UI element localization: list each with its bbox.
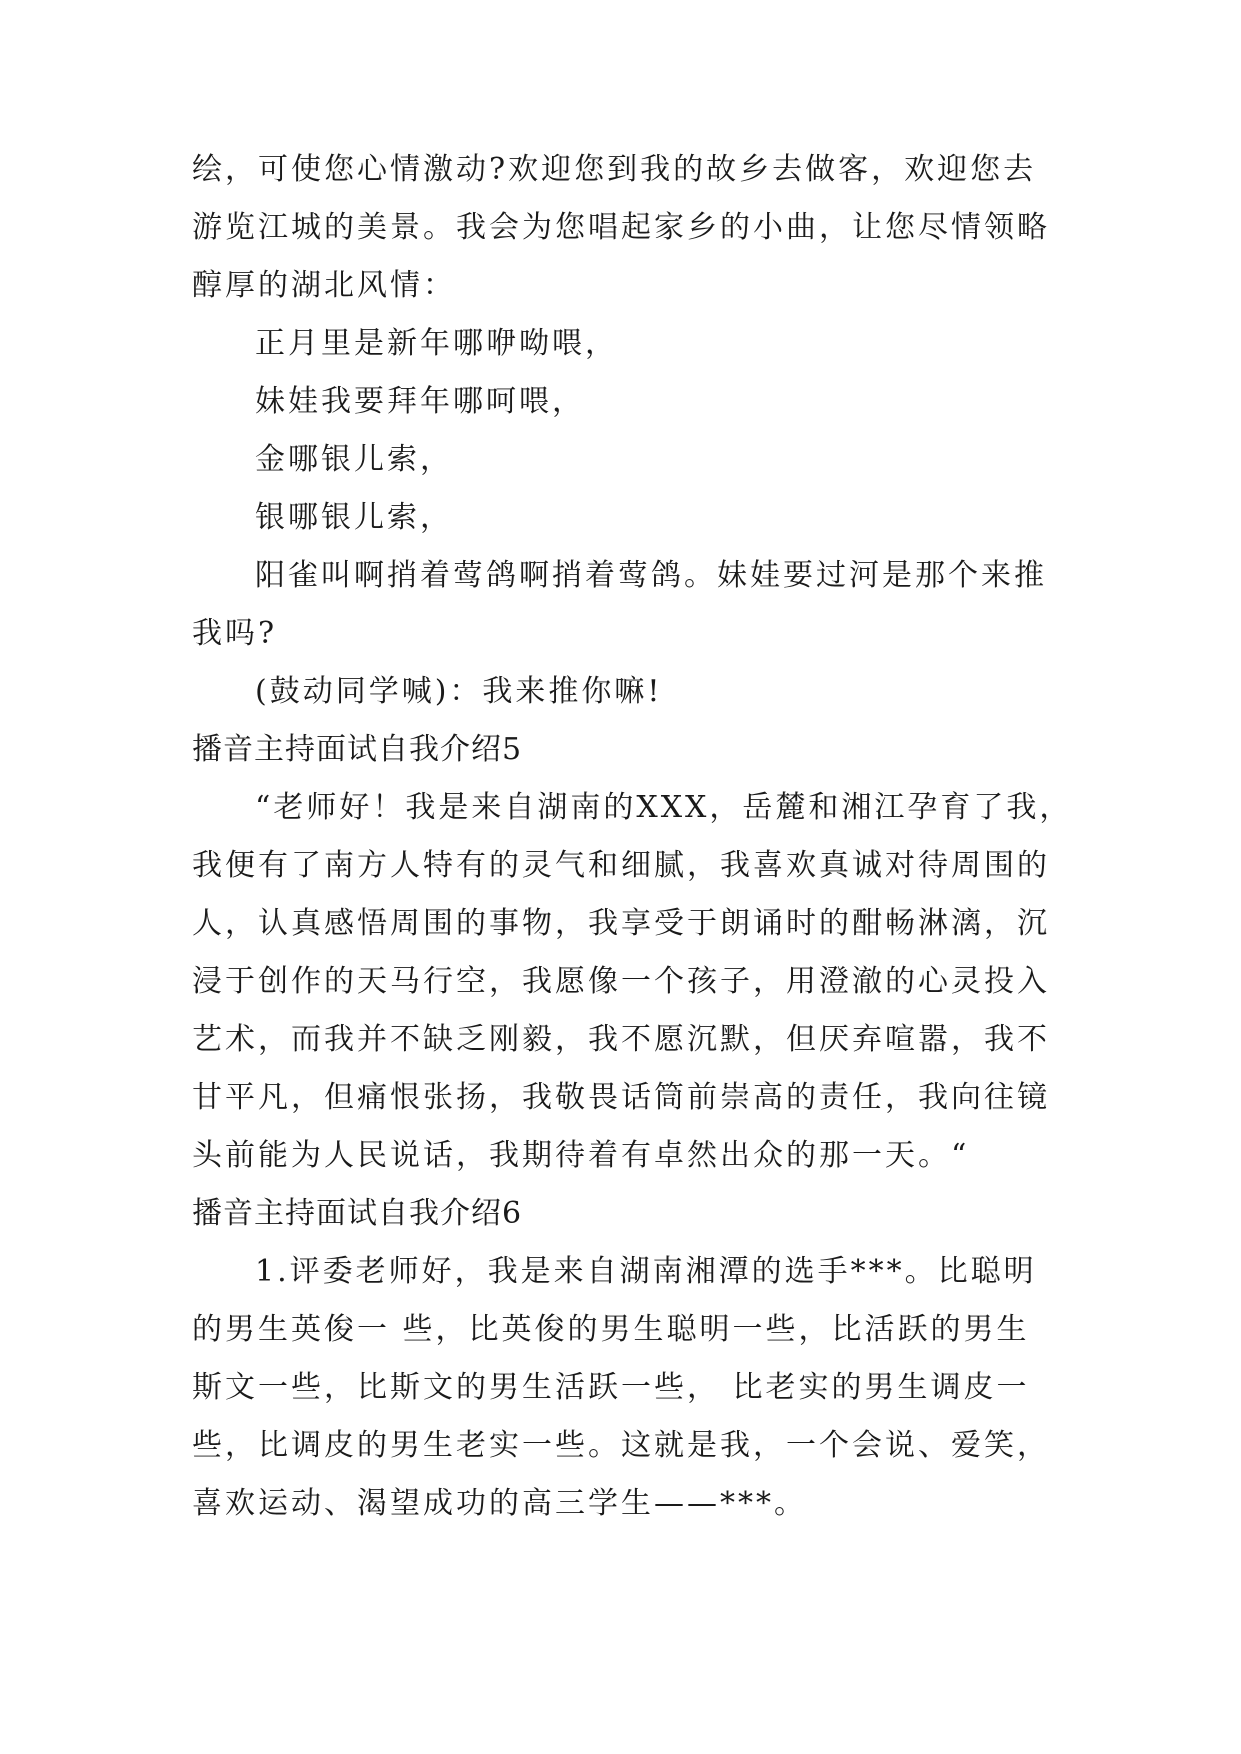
song-lyric-line: 妹娃我要拜年哪呵喂， [255,384,585,419]
paragraph-line: 艺术，而我并不缺乏刚毅，我不愿沉默，但厌弃喧嚣，我不 [192,1022,1050,1057]
paragraph-line: 1.评委老师好，我是来自湖南湘潭的选手***。比聪明 [255,1254,1037,1289]
paragraph-line: 甘平凡，但痛恨张扬，我敬畏话筒前崇高的责任，我向往镜 [192,1080,1050,1115]
song-lyric-line: 阳雀叫啊捎着莺鸽啊捎着莺鸽。妹娃要过河是那个来推 [255,558,1047,593]
paragraph-line: (鼓动同学喊)：我来推你嘛! [255,674,663,709]
paragraph-line: 斯文一些，比斯文的男生活跃一些， 比老实的男生调皮一 [192,1370,1030,1405]
paragraph-line: 绘，可使您心情激动?欢迎您到我的故乡去做客，欢迎您去 [192,152,1037,187]
song-lyric-line: 银哪银儿索， [255,500,453,535]
song-lyric-line: 金哪银儿索， [255,442,453,477]
paragraph-line: 我吗? [192,616,278,651]
paragraph-line: “老师好！我是来自湖南的XXX，岳麓和湘江孕育了我， [255,790,1073,825]
section-heading: 播音主持面试自我介绍6 [192,1196,523,1231]
paragraph-line: 人，认真感悟周围的事物，我享受于朗诵时的酣畅淋漓，沉 [192,906,1050,941]
section-heading: 播音主持面试自我介绍5 [192,732,523,767]
paragraph-line: 我便有了南方人特有的灵气和细腻，我喜欢真诚对待周围的 [192,848,1050,883]
paragraph-line: 浸于创作的天马行空，我愿像一个孩子，用澄澈的心灵投入 [192,964,1050,999]
paragraph-line: 游览江城的美景。我会为您唱起家乡的小曲，让您尽情领略 [192,210,1050,245]
paragraph-line: 些，比调皮的男生老实一些。这就是我，一个会说、爱笑， [192,1428,1050,1463]
paragraph-line: 醇厚的湖北风情： [192,268,456,303]
paragraph-line: 喜欢运动、渴望成功的高三学生——***。 [192,1486,807,1521]
paragraph-line: 头前能为人民说话，我期待着有卓然出众的那一天。“ [192,1138,970,1173]
paragraph-line: 的男生英俊一 些，比英俊的男生聪明一些，比活跃的男生 [192,1312,1030,1347]
song-lyric-line: 正月里是新年哪咿呦喂， [255,326,618,361]
